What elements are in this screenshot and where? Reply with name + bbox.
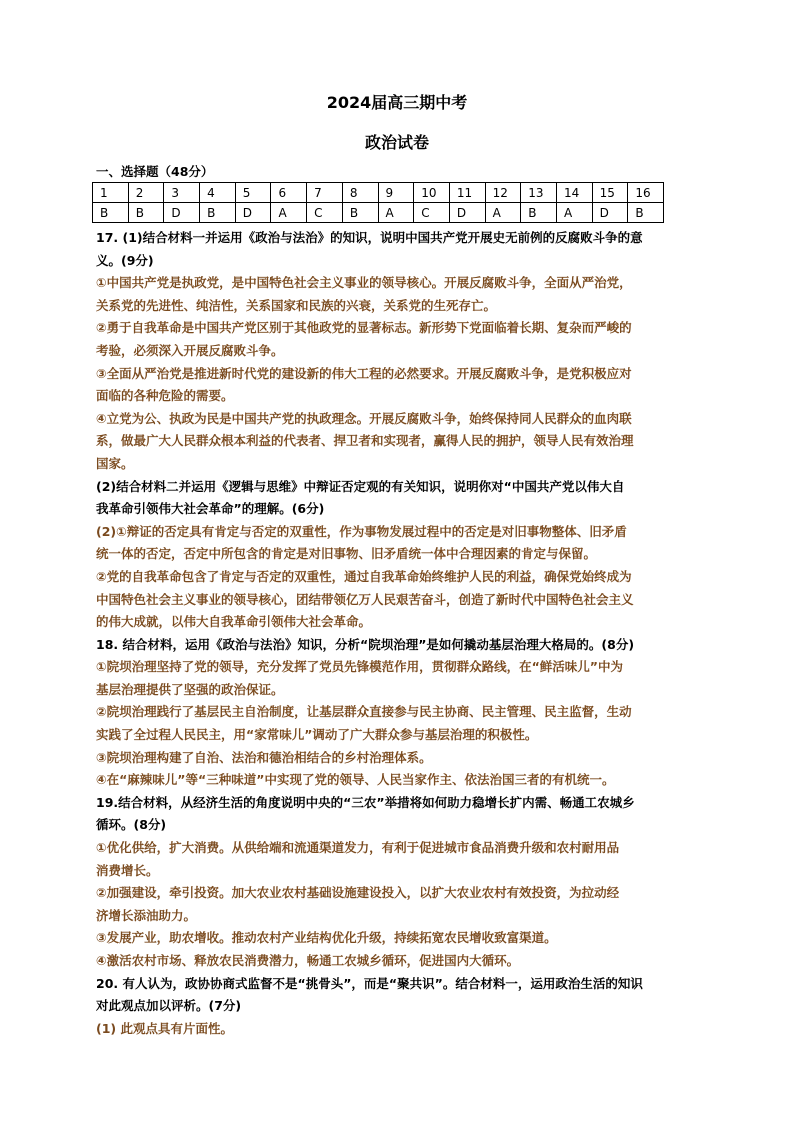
question-line: 17. (1)结合材料一并运用《政治与法治》的知识，说明中国共产党开展史无前例的反腐败斗争的意 xyxy=(96,230,643,245)
answer-line: ③全面从严治党是推进新时代党的建设新的伟大工程的必然要求。开展反腐败斗争，是党积极应对 xyxy=(96,365,632,381)
answer-line: ④立党为公、执政为民是中国共产党的执政理念。开展反腐败斗争，始终保持同人民群众的血肉联 xyxy=(96,410,632,426)
answer-line: ①院坝治理坚持了党的领导，充分发挥了党员先锋模范作用，贯彻群众路线，在“鲜活味儿”中为 xyxy=(96,659,624,675)
answer-line: 国家。 xyxy=(96,455,134,471)
answer-table-number-cell: 13 xyxy=(521,183,557,203)
answer-table-number-row xyxy=(93,183,664,203)
answer-table-answer-cell: A xyxy=(485,203,521,223)
question-line: 义。(9分) xyxy=(96,252,154,268)
answer-line: ②加强建设，牵引投资。加大农业农村基础设施建设投入，以扩大农业农村有效投资，为拉动经 xyxy=(96,885,620,901)
question-line: 循环。(8分) xyxy=(96,817,167,833)
answer-table-number-cell: 5 xyxy=(235,183,271,203)
answer-table-answer-cell: C xyxy=(307,203,343,223)
question-line: 18. 结合材料，运用《政治与法治》知识，分析“院坝治理”是如何撬动基层治理大格局的。(8分) xyxy=(96,636,635,652)
question-line: 我革命引领伟大社会革命”的理解。(6分) xyxy=(96,501,325,517)
answer-table-answer-cell: A xyxy=(271,203,307,223)
answer-line: ④在“麻辣味儿”等“三种味道”中实现了党的领导、人民当家作主、依法治国三者的有机统一。 xyxy=(96,772,615,788)
question-line: 20. 有人认为，政协协商式监督不是“挑骨头”，而是“聚共识”。结合材料一，运用政治生活的知识 xyxy=(96,975,643,991)
answer-table-number-cell: 16 xyxy=(628,183,664,203)
answer-line: 统一体的否定，否定中所包含的肯定是对旧事物、旧矛盾统一体中合理因素的肯定与保留。 xyxy=(96,546,597,562)
answer-table-number-cell: 8 xyxy=(342,183,378,203)
answer-table-number-cell: 9 xyxy=(378,183,414,203)
answer-table-answer-cell: B xyxy=(128,203,164,223)
answer-line: ②勇于自我革命是中国共产党区别于其他政党的显著标志。新形势下党面临着长期、复杂而严峻的 xyxy=(96,320,632,336)
answer-line: ①中国共产党是执政党，是中国特色社会主义事业的领导核心。开展反腐败斗争，全面从严治党， xyxy=(96,275,632,291)
answer-line: 考验，必须深入开展反腐败斗争。 xyxy=(96,342,284,358)
question-line: 19.结合材料，从经济生活的角度说明中央的“三农”举措将如何助力稳增长扩内需、畅通工农城乡 xyxy=(96,794,635,810)
answer-line: ②党的自我革命包含了肯定与否定的双重性，通过自我革命始终维护人民的利益，确保党始终成为 xyxy=(96,568,632,584)
answer-line: 基层治理提供了坚强的政治保证。 xyxy=(96,681,284,697)
answer-table-answer-cell: D xyxy=(592,203,628,223)
answer-content xyxy=(96,227,706,1040)
answer-table-answer-cell: B xyxy=(342,203,378,223)
answer-line: 实践了全过程人民民主，用“家常味儿”调动了广大群众参与基层治理的积极性。 xyxy=(96,727,538,743)
answer-line: (2)①辩证的否定具有肯定与否定的双重性，作为事物发展过程中的否定是对旧事物整体、旧矛盾 xyxy=(96,523,627,539)
answer-line: ③院坝治理构建了自治、法治和德治相结合的乡村治理体系。 xyxy=(96,749,432,765)
section-heading: 一、选择题（48分） xyxy=(96,164,214,179)
answer-table-answer-cell: B xyxy=(628,203,664,223)
answer-table-answer-cell: A xyxy=(378,203,414,223)
answer-line: 面临的各种危险的需要。 xyxy=(96,388,234,404)
answer-table-answer-cell: B xyxy=(521,203,557,223)
answer-line: 中国特色社会主义事业的领导核心，团结带领亿万人民艰苦奋斗，创造了新时代中国特色社会主义 xyxy=(96,591,634,607)
answer-table-number-cell: 1 xyxy=(93,183,129,203)
answer-table-number-cell: 14 xyxy=(556,183,592,203)
answer-table-number-cell: 6 xyxy=(271,183,307,203)
answer-table-number-cell: 2 xyxy=(128,183,164,203)
answer-line: ④激活农村市场、释放农民消费潜力，畅通工农城乡循环，促进国内大循环。 xyxy=(96,953,520,968)
answer-table-number-cell: 3 xyxy=(164,183,200,203)
answer-table-number-cell: 11 xyxy=(449,183,485,203)
answer-table-answer-row xyxy=(93,203,664,223)
answer-table-answer-cell: A xyxy=(556,203,592,223)
answer-table-answer-cell: C xyxy=(414,203,450,223)
answer-table-number-cell: 4 xyxy=(200,183,236,203)
answer-line: ③发展产业，助农增收。推动农村产业结构优化升级，持续拓宽农民增收致富渠道。 xyxy=(96,930,557,946)
page-title: 2024届高三期中考 xyxy=(326,93,468,112)
answer-table-answer-cell: B xyxy=(200,203,236,223)
answer-line: 济增长添油助力。 xyxy=(96,907,197,923)
answer-line: 消费增长。 xyxy=(96,862,159,878)
answer-line: (1) 此观点具有片面性。 xyxy=(96,1020,233,1036)
answer-table-answer-cell: B xyxy=(93,203,129,223)
answer-line: ①优化供给，扩大消费。从供给端和流通渠道发力，有利于促进城市食品消费升级和农村耐用品 xyxy=(96,840,620,856)
answer-line: 关系党的先进性、纯洁性，关系国家和民族的兴衰，关系党的生死存亡。 xyxy=(96,297,497,313)
question-line: 对此观点加以评析。(7分) xyxy=(96,998,242,1014)
question-line: (2)结合材料二并运用《逻辑与思维》中辩证否定观的有关知识，说明你对“中国共产党以伟大自 xyxy=(96,478,625,494)
answer-table xyxy=(92,182,664,223)
answer-line: ②院坝治理践行了基层民主自治制度，让基层群众直接参与民主协商、民主管理、民主监督，生动 xyxy=(96,704,632,720)
answer-table-answer-cell: D xyxy=(235,203,271,223)
answer-table-answer-cell: D xyxy=(449,203,485,223)
page-subtitle: 政治试卷 xyxy=(364,133,429,152)
answer-table-number-cell: 7 xyxy=(307,183,343,203)
answer-line: 系，做最广大人民群众根本利益的代表者、捍卫者和实现者，赢得人民的拥护，领导人民有效治理 xyxy=(96,433,634,449)
answer-table-answer-cell: D xyxy=(164,203,200,223)
answer-table-number-cell: 15 xyxy=(592,183,628,203)
answer-line: 的伟大成就，以伟大自我革命引领伟大社会革命。 xyxy=(96,614,372,630)
answer-table-number-cell: 12 xyxy=(485,183,521,203)
answer-table-number-cell: 10 xyxy=(414,183,450,203)
